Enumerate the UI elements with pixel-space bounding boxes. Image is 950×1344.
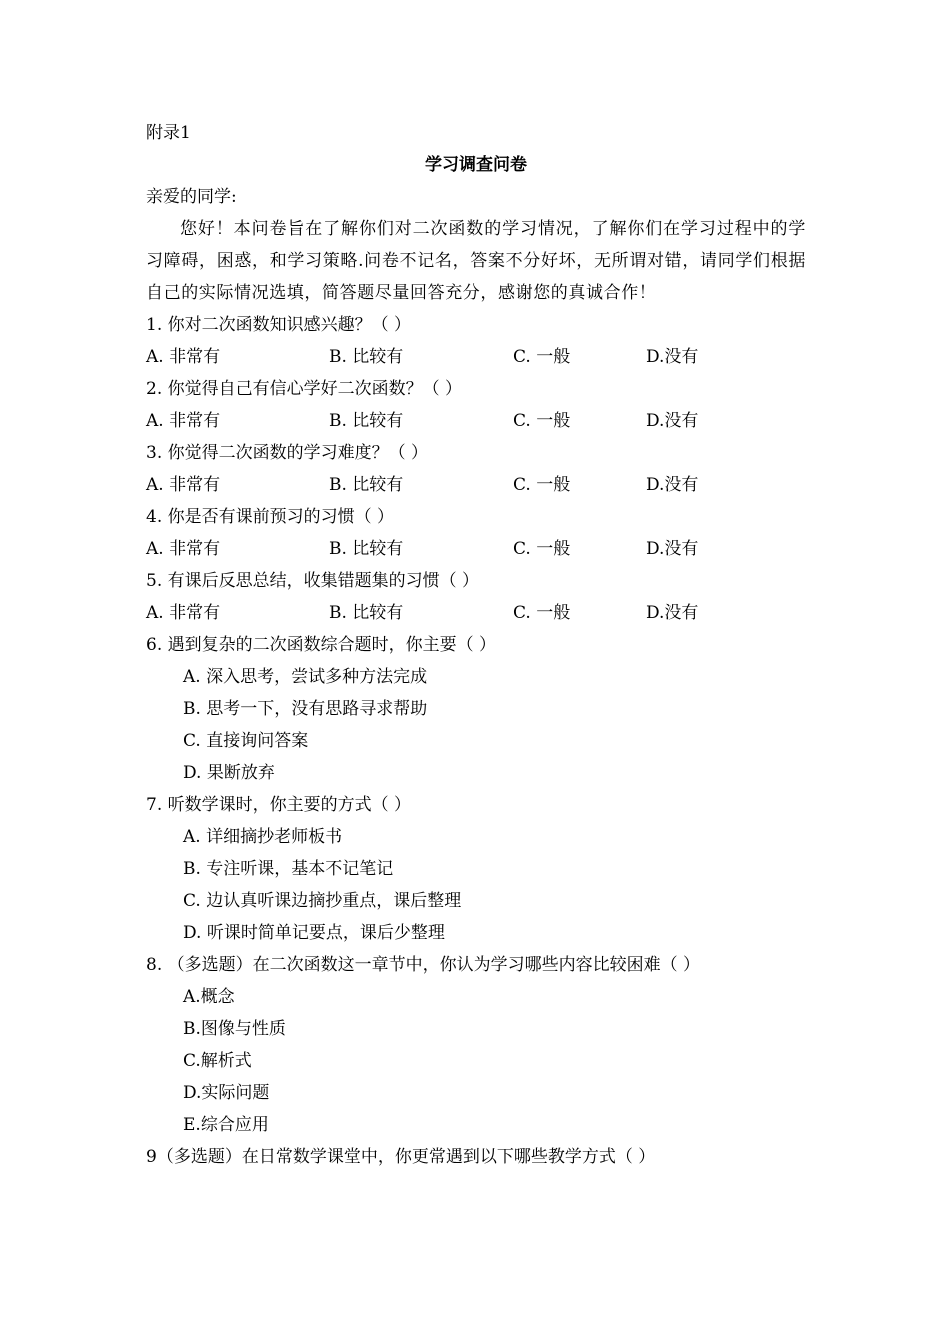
options-row (146, 597, 806, 629)
option: A.概念 (183, 987, 235, 1007)
option: C. 一般 (513, 475, 571, 495)
option: A. 深入思考，尝试多种方法完成 (183, 667, 428, 687)
option: C. 直接询问答案 (183, 731, 309, 751)
option: D.实际问题 (183, 1083, 270, 1103)
option: C. 一般 (513, 603, 571, 623)
option: D. 果断放弃 (183, 763, 275, 783)
option: B. 比较有 (329, 539, 404, 559)
option: B. 专注听课，基本不记笔记 (183, 859, 394, 879)
question-text: 6. 遇到复杂的二次函数综合题时，你主要（ ） (146, 635, 497, 655)
option: C. 边认真听课边摘抄重点，课后整理 (183, 891, 462, 911)
question-text: 7. 听数学课时，你主要的方式（ ） (146, 795, 412, 815)
option: D.没有 (646, 411, 699, 431)
option: A. 非常有 (146, 475, 221, 495)
options-row (146, 405, 806, 437)
scale-questions (146, 309, 806, 629)
options-row (146, 469, 806, 501)
list-questions (146, 629, 806, 1141)
question-text: 3. 你觉得二次函数的学习难度？（ ） (146, 443, 429, 463)
question-text: 1. 你对二次函数知识感兴趣？（ ） (146, 315, 412, 335)
option: D. 听课时简单记要点，课后少整理 (183, 923, 445, 943)
option: B.图像与性质 (183, 1019, 286, 1039)
option: B. 比较有 (329, 411, 404, 431)
option: B. 比较有 (329, 475, 404, 495)
intro-paragraph: 您好！本问卷旨在了解你们对二次函数的学习情况，了解你们在学习过程中的学习障碍，困惑，和学习策略.问卷不记名，答案不分好坏，无所谓对错，请同学们根据自己的实际情况选填，简答题尽量回答充分，感谢您的真诚合作！ (146, 219, 806, 303)
document-page (146, 117, 806, 1173)
option: D.没有 (646, 475, 699, 495)
greeting: 亲爱的同学: (146, 187, 237, 207)
page-title: 学习调查问卷 (425, 155, 527, 175)
option: D.没有 (646, 603, 699, 623)
option: D.没有 (646, 347, 699, 367)
question-text: 8. （多选题）在二次函数这一章节中，你认为学习哪些内容比较困难（ ） (146, 955, 701, 975)
option: E.综合应用 (183, 1115, 269, 1135)
option: A. 非常有 (146, 603, 221, 623)
option: A. 非常有 (146, 539, 221, 559)
option: B. 思考一下，没有思路寻求帮助 (183, 699, 428, 719)
options-row (146, 533, 806, 565)
question-text: 4. 你是否有课前预习的习惯（ ） (146, 507, 395, 527)
options-row (146, 341, 806, 373)
option: B. 比较有 (329, 603, 404, 623)
option: C. 一般 (513, 539, 571, 559)
option: A. 非常有 (146, 347, 221, 367)
option: A. 非常有 (146, 411, 221, 431)
option: C.解析式 (183, 1051, 252, 1071)
question-text: 2. 你觉得自己有信心学好二次函数？（ ） (146, 379, 463, 399)
option: C. 一般 (513, 347, 571, 367)
question-9: 9（多选题）在日常数学课堂中，你更常遇到以下哪些教学方式（ ） (146, 1147, 656, 1167)
option: A. 详细摘抄老师板书 (183, 827, 343, 847)
option: C. 一般 (513, 411, 571, 431)
appendix-label: 附录1 (146, 123, 191, 143)
option: B. 比较有 (329, 347, 404, 367)
question-text: 5. 有课后反思总结，收集错题集的习惯（ ） (146, 571, 480, 591)
option: D.没有 (646, 539, 699, 559)
